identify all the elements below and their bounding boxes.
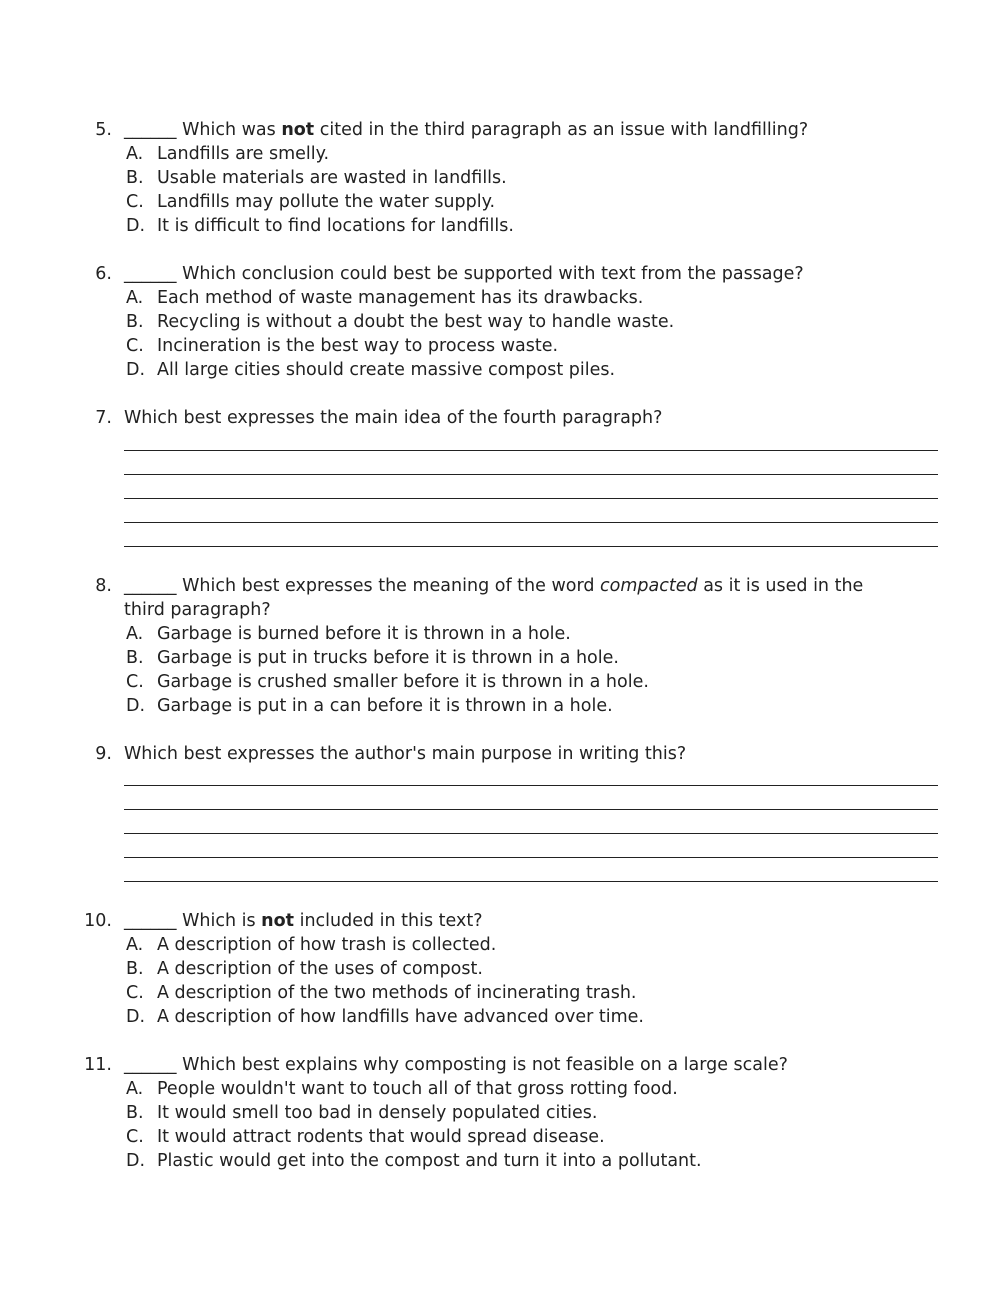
answer-blank[interactable]: ______ xyxy=(124,1055,177,1075)
answer-line[interactable] xyxy=(124,857,938,858)
question-number: 9. xyxy=(95,744,112,764)
answer-blank[interactable]: ______ xyxy=(124,264,177,284)
question-stem-continued: third paragraph? xyxy=(124,600,271,620)
answer-line[interactable] xyxy=(124,474,938,475)
answer-line[interactable] xyxy=(124,450,938,451)
question-number: 11. xyxy=(84,1055,112,1075)
worksheet-page: 5. ______ Which was not cited in the third paragraph as an issue with landfilling? A. Landfills are smelly. B. Usable materials are wasted in landfills. C. Landfills may pollute the water supply. D. It is difficult to find locations for landfills. 6. ______ Which conclusion could best be supported with text from the passage? A. Each method of waste management has its drawbacks. B. Recycling is without a doubt the best way to handle waste. C. Incineration is the best way to process waste. D. All large cities should create massive compost piles. 7. Which best expresses the main idea of the fourth paragraph? 8. ______ Which best expresses the meaning of the word compacted as it is used in the third paragraph? A. Garbage is burned before it is thrown in a hole. B. Garbage is put in trucks before it is thrown in a hole. C. Garbage is crushed smaller before it is thrown in a hole. D. Garbage is put in a can before it is thrown in a hole. 9. Which best expresses the author's main purpose in writing this? 10. ______ Which is not included in this text? A. A description of how trash is collected. B. A description of the uses of compost. C. A description of the two methods of incinerating trash. D. A description of how landfills have advanced over time. 11. ______ Which best explains why composting is not feasible on a large scale? A. People wouldn't want to touch all of that gross rotting food. B. It would smell too bad in densely populated cities. C. It would attract rodents that would spread disease. D. Plastic would get into the compost and turn it into a pollutant. xyxy=(0,0,1000,1291)
answer-line[interactable] xyxy=(124,785,938,786)
answer-line[interactable] xyxy=(124,522,938,523)
question-number: 8. xyxy=(95,576,112,596)
answer-blank[interactable]: ______ xyxy=(124,911,177,931)
answer-line[interactable] xyxy=(124,498,938,499)
question-number: 5. xyxy=(95,120,112,140)
answer-blank[interactable]: ______ xyxy=(124,576,177,596)
answer-line[interactable] xyxy=(124,881,938,882)
answer-line[interactable] xyxy=(124,546,938,547)
question-number: 10. xyxy=(84,911,112,931)
question-number: 6. xyxy=(95,264,112,284)
answer-blank[interactable]: ______ xyxy=(124,120,177,140)
answer-line[interactable] xyxy=(124,833,938,834)
answer-line[interactable] xyxy=(124,809,938,810)
question-number: 7. xyxy=(95,408,112,428)
